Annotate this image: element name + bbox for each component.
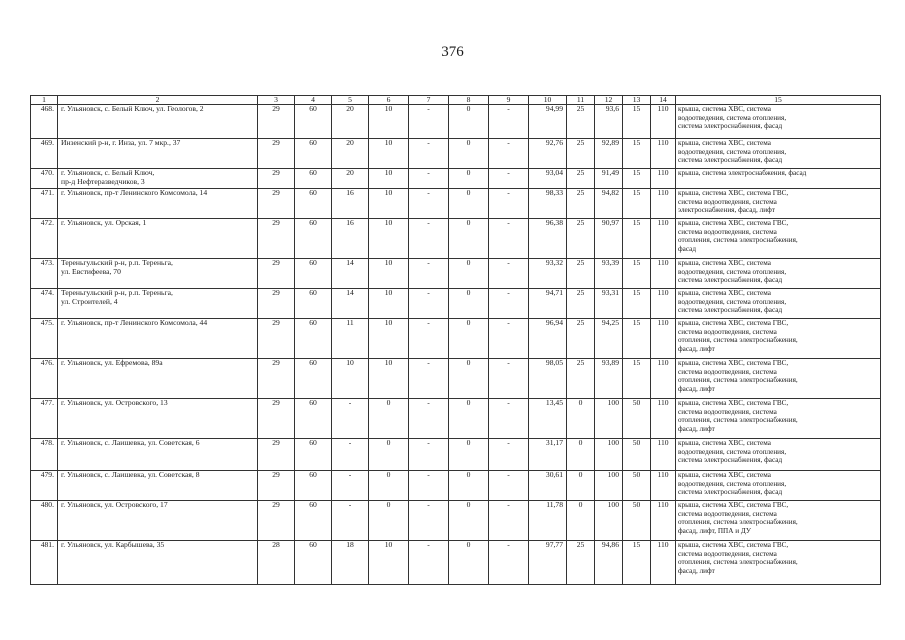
cell-col10: 96,94 [529, 319, 567, 359]
cell-col12: 92,89 [595, 139, 623, 169]
cell-col9: - [489, 359, 529, 399]
cell-col13: 15 [623, 105, 651, 139]
cell-col12: 100 [595, 399, 623, 439]
cell-col12: 91,49 [595, 169, 623, 189]
cell-col7: - [409, 169, 449, 189]
cell-col12: 93,6 [595, 105, 623, 139]
column-header-6: 6 [369, 96, 409, 105]
cell-col6: 0 [369, 399, 409, 439]
cell-col6: 10 [369, 219, 409, 259]
cell-col11: 25 [567, 189, 595, 219]
cell-col3: 29 [258, 501, 295, 541]
cell-col9: - [489, 501, 529, 541]
cell-col6: 10 [369, 359, 409, 399]
cell-col13: 15 [623, 259, 651, 289]
cell-col12: 93,31 [595, 289, 623, 319]
cell-col6: 10 [369, 139, 409, 169]
cell-col12: 100 [595, 439, 623, 471]
table-row [31, 105, 881, 139]
column-header-13: 13 [623, 96, 651, 105]
row-number: 470. [31, 169, 58, 189]
column-header-7: 7 [409, 96, 449, 105]
cell-col5: - [332, 501, 369, 541]
cell-col4: 60 [295, 105, 332, 139]
cell-col9: - [489, 139, 529, 169]
cell-col7: - [409, 219, 449, 259]
row-number: 472. [31, 219, 58, 259]
cell-col3: 29 [258, 319, 295, 359]
cell-col13: 15 [623, 189, 651, 219]
cell-col6: 10 [369, 319, 409, 359]
cell-col9: - [489, 289, 529, 319]
address-cell: г. Ульяновск, ул. Карбышева, 35 [58, 541, 258, 585]
address-cell: Инзенский р-н, г. Инза, ул. 7 мкр., 37 [58, 139, 258, 169]
address-cell: г. Ульяновск, ул. Орская, 1 [58, 219, 258, 259]
table-row [31, 219, 881, 259]
cell-col11: 25 [567, 219, 595, 259]
cell-col11: 25 [567, 139, 595, 169]
cell-col9: - [489, 259, 529, 289]
cell-col14: 110 [651, 501, 676, 541]
cell-col9: - [489, 219, 529, 259]
cell-col7: - [409, 359, 449, 399]
cell-col14: 110 [651, 399, 676, 439]
column-header-5: 5 [332, 96, 369, 105]
cell-col5: - [332, 399, 369, 439]
cell-col9: - [489, 541, 529, 585]
cell-col14: 110 [651, 541, 676, 585]
cell-col6: 10 [369, 289, 409, 319]
row-number: 481. [31, 541, 58, 585]
works-list-cell: крыша, система ХВС, система водоотведения, система отопления, система электроснабжения, фасад [676, 439, 881, 471]
cell-col5: 20 [332, 105, 369, 139]
works-list-cell: крыша, система ХВС, система ГВС, система водоотведения, система отопления, система электроснабжения, фасад, лифт [676, 399, 881, 439]
cell-col5: 20 [332, 139, 369, 169]
column-header-15: 15 [676, 96, 881, 105]
cell-col10: 94,99 [529, 105, 567, 139]
cell-col7: - [409, 259, 449, 289]
page-number: 376 [441, 44, 464, 60]
cell-col3: 29 [258, 189, 295, 219]
table-row [31, 399, 881, 439]
address-cell: Тереньгульский р-н, р.п. Тереньга, ул. Строителей, 4 [58, 289, 258, 319]
cell-col4: 60 [295, 439, 332, 471]
address-cell: Тереньгульский р-н, р.п. Тереньга, ул. Евстифеева, 70 [58, 259, 258, 289]
cell-col11: 25 [567, 319, 595, 359]
cell-col9: - [489, 439, 529, 471]
cell-col14: 110 [651, 471, 676, 501]
works-list-cell: крыша, система ХВС, система водоотведения, система отопления, система электроснабжения, фасад [676, 471, 881, 501]
cell-col4: 60 [295, 471, 332, 501]
cell-col8: 0 [449, 471, 489, 501]
cell-col6: 10 [369, 259, 409, 289]
cell-col13: 50 [623, 471, 651, 501]
cell-col8: 0 [449, 541, 489, 585]
address-cell: г. Ульяновск, ул. Островского, 13 [58, 399, 258, 439]
cell-col14: 110 [651, 139, 676, 169]
address-cell: г. Ульяновск, ул. Островского, 17 [58, 501, 258, 541]
cell-col5: 16 [332, 219, 369, 259]
column-header-9: 9 [489, 96, 529, 105]
column-header-14: 14 [651, 96, 676, 105]
cell-col12: 94,86 [595, 541, 623, 585]
cell-col5: 11 [332, 319, 369, 359]
cell-col7: - [409, 471, 449, 501]
cell-col8: 0 [449, 399, 489, 439]
cell-col8: 0 [449, 259, 489, 289]
table-row [31, 471, 881, 501]
cell-col3: 29 [258, 439, 295, 471]
cell-col14: 110 [651, 319, 676, 359]
cell-col5: - [332, 471, 369, 501]
cell-col10: 94,71 [529, 289, 567, 319]
cell-col5: 16 [332, 189, 369, 219]
cell-col13: 15 [623, 319, 651, 359]
works-list-cell: крыша, система ХВС, система ГВС, система водоотведения, система отопления, система электроснабжения, фасад, лифт [676, 541, 881, 585]
cell-col13: 50 [623, 399, 651, 439]
cell-col3: 29 [258, 105, 295, 139]
cell-col11: 0 [567, 501, 595, 541]
address-cell: г. Ульяновск, ул. Ефремова, 89а [58, 359, 258, 399]
cell-col9: - [489, 471, 529, 501]
cell-col4: 60 [295, 189, 332, 219]
cell-col4: 60 [295, 399, 332, 439]
cell-col10: 13,45 [529, 399, 567, 439]
cell-col13: 50 [623, 501, 651, 541]
cell-col6: 10 [369, 541, 409, 585]
cell-col3: 29 [258, 399, 295, 439]
table-body [31, 105, 881, 585]
works-list-cell: крыша, система ХВС, система ГВС, система водоотведения, система отопления, система электроснабжения, фасад, лифт, ППА и ДУ [676, 501, 881, 541]
cell-col8: 0 [449, 359, 489, 399]
column-header-4: 4 [295, 96, 332, 105]
row-number: 468. [31, 105, 58, 139]
works-list-cell: крыша, система ХВС, система ГВС, система водоотведения, система отопления, система электроснабжения, фасад, лифт [676, 359, 881, 399]
cell-col10: 96,38 [529, 219, 567, 259]
cell-col6: 0 [369, 439, 409, 471]
row-number: 475. [31, 319, 58, 359]
table-row [31, 501, 881, 541]
column-header-10: 10 [529, 96, 567, 105]
cell-col7: - [409, 541, 449, 585]
cell-col4: 60 [295, 319, 332, 359]
cell-col8: 0 [449, 189, 489, 219]
cell-col3: 29 [258, 359, 295, 399]
cell-col11: 25 [567, 105, 595, 139]
cell-col11: 0 [567, 399, 595, 439]
row-number: 478. [31, 439, 58, 471]
cell-col9: - [489, 105, 529, 139]
cell-col4: 60 [295, 289, 332, 319]
cell-col12: 93,89 [595, 359, 623, 399]
cell-col4: 60 [295, 219, 332, 259]
cell-col12: 100 [595, 471, 623, 501]
cell-col13: 15 [623, 359, 651, 399]
address-cell: г. Ульяновск, пр-т Ленинского Комсомола, 44 [58, 319, 258, 359]
address-cell: г. Ульяновск, с. Белый Ключ, пр-д Нефтеразведчиков, 3 [58, 169, 258, 189]
cell-col6: 0 [369, 501, 409, 541]
table-row [31, 439, 881, 471]
cell-col11: 0 [567, 439, 595, 471]
cell-col10: 11,78 [529, 501, 567, 541]
column-header-3: 3 [258, 96, 295, 105]
cell-col13: 15 [623, 541, 651, 585]
cell-col7: - [409, 319, 449, 359]
column-header-12: 12 [595, 96, 623, 105]
cell-col12: 94,82 [595, 189, 623, 219]
cell-col10: 97,77 [529, 541, 567, 585]
cell-col6: 10 [369, 169, 409, 189]
cell-col12: 100 [595, 501, 623, 541]
cell-col8: 0 [449, 139, 489, 169]
cell-col14: 110 [651, 289, 676, 319]
cell-col10: 92,76 [529, 139, 567, 169]
cell-col3: 29 [258, 219, 295, 259]
cell-col11: 25 [567, 259, 595, 289]
cell-col8: 0 [449, 289, 489, 319]
cell-col6: 0 [369, 471, 409, 501]
cell-col11: 25 [567, 289, 595, 319]
row-number: 469. [31, 139, 58, 169]
cell-col3: 29 [258, 139, 295, 169]
cell-col14: 110 [651, 105, 676, 139]
cell-col14: 110 [651, 219, 676, 259]
cell-col9: - [489, 189, 529, 219]
works-list-cell: крыша, система ХВС, система ГВС, система водоотведения, система электроснабжения, фасад, лифт [676, 189, 881, 219]
cell-col13: 15 [623, 169, 651, 189]
cell-col6: 10 [369, 189, 409, 219]
row-number: 473. [31, 259, 58, 289]
cell-col7: - [409, 501, 449, 541]
cell-col14: 110 [651, 259, 676, 289]
row-number: 471. [31, 189, 58, 219]
cell-col9: - [489, 319, 529, 359]
cell-col3: 29 [258, 259, 295, 289]
cell-col13: 50 [623, 439, 651, 471]
cell-col10: 30,61 [529, 471, 567, 501]
cell-col3: 29 [258, 289, 295, 319]
cell-col12: 93,39 [595, 259, 623, 289]
cell-col4: 60 [295, 541, 332, 585]
cell-col13: 15 [623, 289, 651, 319]
cell-col10: 93,04 [529, 169, 567, 189]
cell-col11: 25 [567, 359, 595, 399]
cell-col8: 0 [449, 319, 489, 359]
works-list-cell: крыша, система ХВС, система водоотведения, система отопления, система электроснабжения, фасад [676, 105, 881, 139]
cell-col5: - [332, 439, 369, 471]
cell-col12: 90,97 [595, 219, 623, 259]
cell-col3: 29 [258, 169, 295, 189]
row-number: 480. [31, 501, 58, 541]
cell-col7: - [409, 189, 449, 219]
cell-col5: 14 [332, 289, 369, 319]
cell-col9: - [489, 399, 529, 439]
cell-col6: 10 [369, 105, 409, 139]
cell-col7: - [409, 439, 449, 471]
cell-col4: 60 [295, 259, 332, 289]
cell-col3: 29 [258, 471, 295, 501]
cell-col9: - [489, 169, 529, 189]
address-cell: г. Ульяновск, пр-т Ленинского Комсомола, 14 [58, 189, 258, 219]
cell-col8: 0 [449, 501, 489, 541]
row-number: 476. [31, 359, 58, 399]
cell-col14: 110 [651, 169, 676, 189]
works-list-cell: крыша, система ХВС, система водоотведения, система отопления, система электроснабжения, фасад [676, 259, 881, 289]
cell-col5: 18 [332, 541, 369, 585]
cell-col7: - [409, 289, 449, 319]
cell-col7: - [409, 399, 449, 439]
cell-col8: 0 [449, 219, 489, 259]
table-row [31, 541, 881, 585]
cell-col3: 28 [258, 541, 295, 585]
cell-col4: 60 [295, 359, 332, 399]
table-row [31, 319, 881, 359]
cell-col11: 0 [567, 471, 595, 501]
cell-col10: 98,05 [529, 359, 567, 399]
cell-col11: 25 [567, 541, 595, 585]
column-header-2: 2 [58, 96, 258, 105]
column-number-row [31, 96, 881, 105]
cell-col10: 93,32 [529, 259, 567, 289]
cell-col4: 60 [295, 139, 332, 169]
cell-col14: 110 [651, 359, 676, 399]
cell-col5: 20 [332, 169, 369, 189]
table-row [31, 259, 881, 289]
cell-col8: 0 [449, 439, 489, 471]
row-number: 474. [31, 289, 58, 319]
row-number: 479. [31, 471, 58, 501]
address-cell: г. Ульяновск, с. Белый Ключ, ул. Геологов, 2 [58, 105, 258, 139]
column-header-8: 8 [449, 96, 489, 105]
repair-program-table [30, 95, 881, 585]
cell-col13: 15 [623, 139, 651, 169]
column-header-11: 11 [567, 96, 595, 105]
table-row [31, 169, 881, 189]
cell-col10: 98,33 [529, 189, 567, 219]
cell-col7: - [409, 105, 449, 139]
cell-col8: 0 [449, 169, 489, 189]
cell-col10: 31,17 [529, 439, 567, 471]
cell-col4: 60 [295, 169, 332, 189]
table-row [31, 289, 881, 319]
works-list-cell: крыша, система электроснабжения, фасад [676, 169, 881, 189]
works-list-cell: крыша, система ХВС, система водоотведения, система отопления, система электроснабжения, фасад [676, 139, 881, 169]
address-cell: г. Ульяновск, с. Лаишевка, ул. Советская, 8 [58, 471, 258, 501]
table-row [31, 139, 881, 169]
column-header-1: 1 [31, 96, 58, 105]
table-row [31, 189, 881, 219]
cell-col13: 15 [623, 219, 651, 259]
cell-col8: 0 [449, 105, 489, 139]
cell-col4: 60 [295, 501, 332, 541]
cell-col5: 14 [332, 259, 369, 289]
cell-col12: 94,25 [595, 319, 623, 359]
cell-col14: 110 [651, 439, 676, 471]
works-list-cell: крыша, система ХВС, система ГВС, система водоотведения, система отопления, система электроснабжения, фасад [676, 219, 881, 259]
cell-col7: - [409, 139, 449, 169]
works-list-cell: крыша, система ХВС, система водоотведения, система отопления, система электроснабжения, фасад [676, 289, 881, 319]
row-number: 477. [31, 399, 58, 439]
address-cell: г. Ульяновск, с. Лаишевка, ул. Советская, 6 [58, 439, 258, 471]
cell-col11: 25 [567, 169, 595, 189]
cell-col5: 10 [332, 359, 369, 399]
works-list-cell: крыша, система ХВС, система ГВС, система водоотведения, система отопления, система электроснабжения, фасад, лифт [676, 319, 881, 359]
cell-col14: 110 [651, 189, 676, 219]
table-row [31, 359, 881, 399]
